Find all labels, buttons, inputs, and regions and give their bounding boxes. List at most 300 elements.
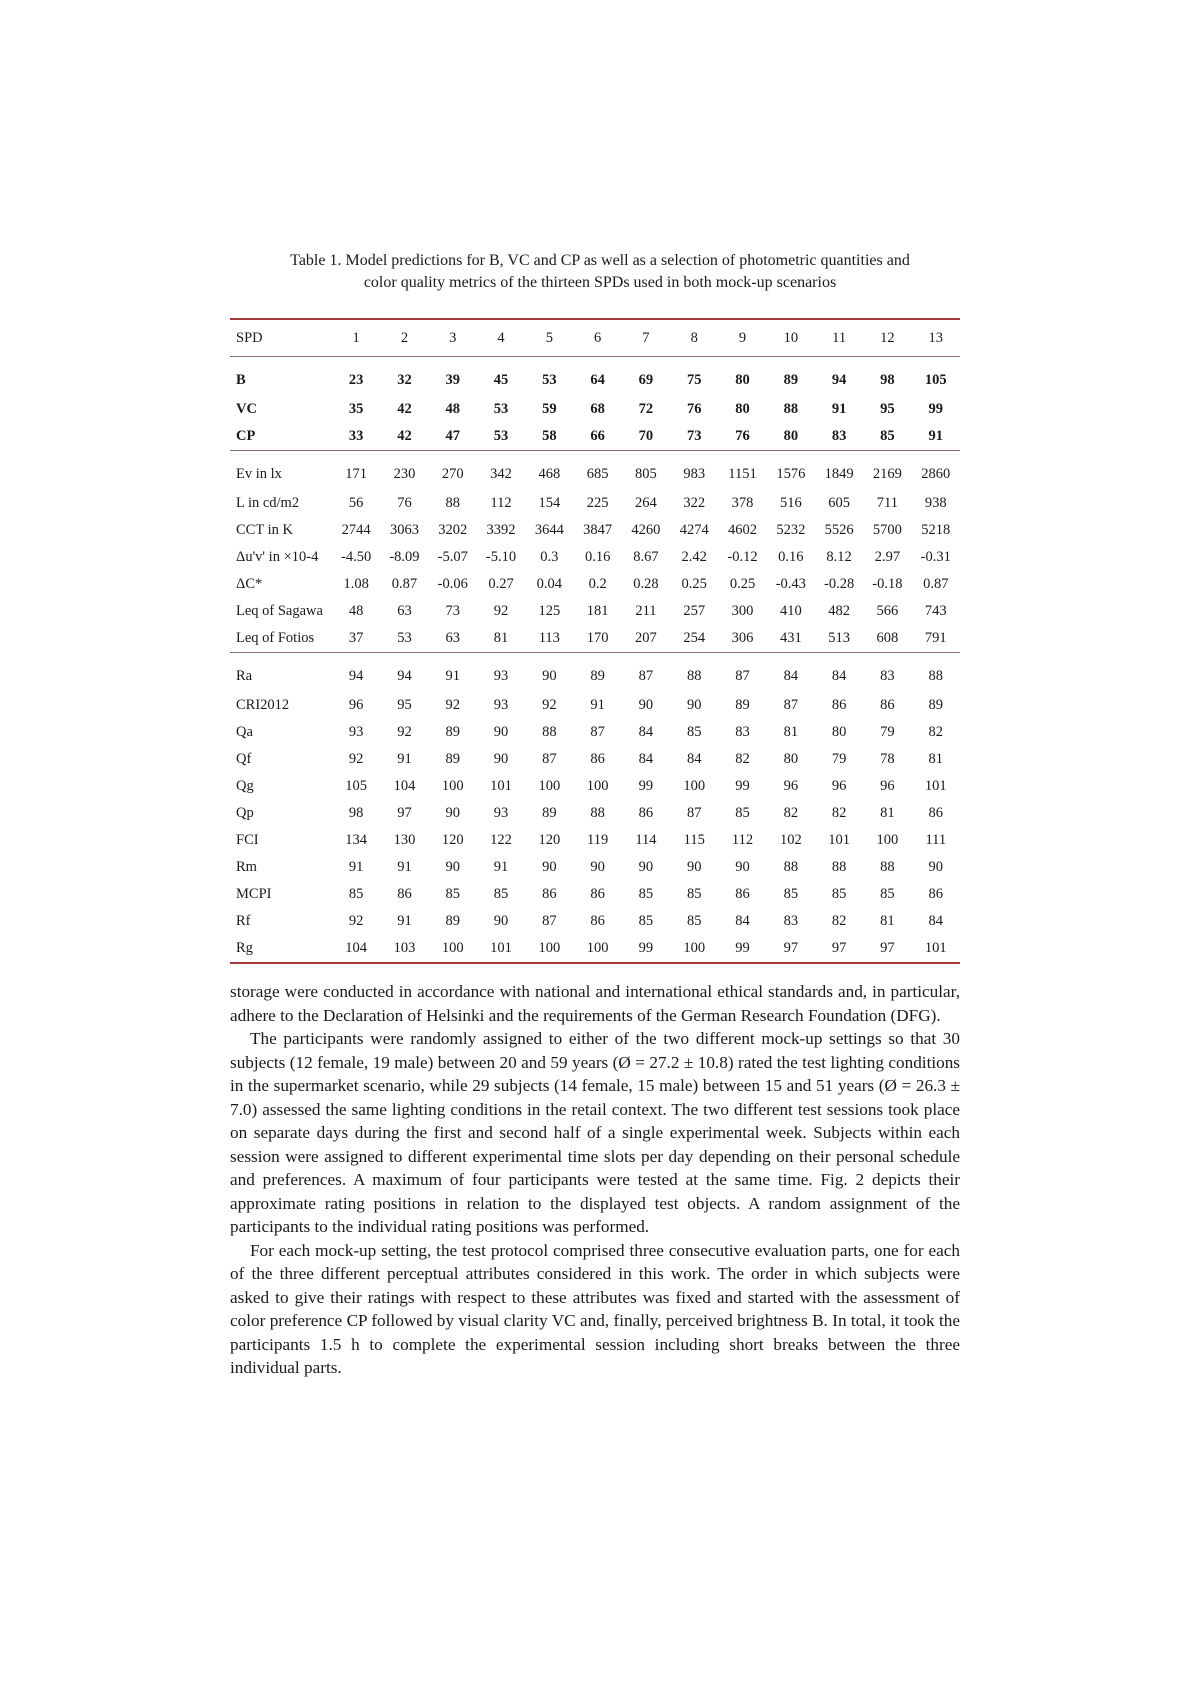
table-cell: 100	[525, 935, 573, 963]
table-cell: -0.18	[872, 576, 903, 592]
table-cell: 90	[686, 697, 702, 713]
table-cell: 53	[525, 357, 573, 397]
table-cell: 100	[429, 935, 477, 963]
table-cell: 98	[863, 357, 911, 397]
table-cell: 101	[828, 832, 850, 848]
table-cell: 87	[686, 805, 702, 821]
table-header-row	[230, 319, 960, 357]
table-cell: 86	[831, 697, 847, 713]
table-cell: 112	[490, 495, 512, 511]
table-cell: 170	[586, 630, 609, 646]
table-cell: 94	[380, 653, 428, 693]
table-cell: 86	[542, 886, 557, 902]
table-cell: -4.50	[341, 549, 372, 565]
table-cell: 83	[831, 428, 847, 444]
table-cell: 88	[783, 401, 799, 417]
table-cell: 72	[638, 401, 654, 417]
table-cell: 90	[638, 697, 654, 713]
table-row	[230, 544, 960, 571]
table-cell: 264	[635, 495, 657, 511]
table-cell: 101	[912, 935, 960, 963]
metrics-table	[230, 318, 960, 964]
table-cell: 342	[477, 451, 525, 491]
table-cell: 91	[397, 751, 412, 767]
table-cell: 91	[928, 428, 944, 444]
table-cell: 100	[538, 778, 561, 794]
table-cell: 743	[924, 603, 947, 619]
table-cell: 42	[397, 428, 412, 444]
table-cell: 8.12	[826, 549, 852, 565]
table-cell: 99	[735, 778, 750, 794]
table-cell: 64	[573, 357, 621, 397]
table-cell: 91	[831, 401, 847, 417]
table-cell: 85	[445, 886, 460, 902]
table-cell: 566	[876, 603, 899, 619]
table-cell: 80	[718, 357, 766, 397]
table-cell: 791	[924, 630, 947, 646]
table-cell: 92	[542, 697, 557, 713]
row-label: Δu'v' in ×10-4	[236, 549, 319, 565]
table-cell: 92	[493, 603, 509, 619]
table-cell: 86	[590, 886, 605, 902]
table-cell: 101	[477, 935, 525, 963]
table-cell: 90	[735, 859, 750, 875]
table-cell: 85	[686, 724, 702, 740]
table-cell: 1151	[718, 451, 766, 491]
table-caption	[280, 250, 920, 294]
table-cell: 8.67	[633, 549, 659, 565]
table-cell: 32	[380, 357, 428, 397]
table-cell: 73	[445, 603, 460, 619]
table-cell: 88	[880, 859, 895, 875]
table-cell: 99	[622, 935, 670, 963]
table-cell: 120	[441, 832, 464, 848]
row-label: VC	[236, 401, 257, 417]
table-cell: 111	[925, 832, 947, 848]
row-label: Rm	[236, 859, 257, 875]
table-cell: 86	[928, 886, 944, 902]
paragraph: For each mock-up setting, the test protocol comprised three consecutive evaluation parts, one for each of the three different perceptual attributes considered in this work. The order in which subjects were asked to give their ratings with respect to these attributes was fixed and started with the assessment of color preference CP followed by visual clarity VC and, finally, perceived brightness B. In total, it took the participants 1.5 h to complete the experimental session including short breaks between the three individual parts.	[230, 1240, 960, 1377]
table-cell: 89	[928, 697, 944, 713]
table-cell: -0.12	[727, 549, 758, 565]
row-label: Leq of Sagawa	[236, 603, 323, 619]
table-row	[230, 653, 960, 693]
table-cell: 5700	[872, 522, 902, 538]
table-cell: 91	[493, 859, 509, 875]
table-cell: 86	[638, 805, 654, 821]
table-cell: 96	[783, 778, 799, 794]
table-cell: 92	[348, 751, 364, 767]
table-cell: 45	[477, 357, 525, 397]
table-cell: 82	[928, 724, 944, 740]
table-cell: 90	[928, 859, 944, 875]
table-cell: 82	[831, 913, 847, 929]
table-cell: 0.87	[923, 576, 949, 592]
table-cell: 100	[441, 778, 464, 794]
table-row	[230, 827, 960, 854]
table-cell: 89	[735, 697, 750, 713]
table-cell: -5.07	[437, 549, 468, 565]
row-label: B	[230, 357, 332, 397]
row-label: CRI2012	[236, 697, 290, 713]
table-cell: 89	[573, 653, 621, 693]
table-cell: 63	[397, 603, 412, 619]
table-cell: 58	[542, 428, 557, 444]
table-cell: 2860	[912, 451, 960, 491]
table-cell: 90	[493, 913, 509, 929]
table-cell: 85	[493, 886, 509, 902]
table-cell: -8.09	[389, 549, 420, 565]
table-cell: 90	[525, 653, 573, 693]
table-cell: 79	[831, 751, 847, 767]
table-cell: 0.16	[584, 549, 611, 565]
header-cell: 1	[332, 319, 380, 357]
table-row	[230, 396, 960, 423]
table-cell: 115	[683, 832, 705, 848]
table-row	[230, 881, 960, 908]
paragraph: storage were conducted in accordance with national and international ethical standards and, in particular, adhere to the Declaration of Helsinki and the requirements of the German Research Foundation (DFG).	[230, 982, 960, 1025]
table-cell: 76	[735, 428, 750, 444]
table-cell: 92	[445, 697, 460, 713]
table-caption-label: Table 1.	[290, 252, 342, 269]
row-label: Qf	[236, 751, 252, 767]
table-cell: 270	[429, 451, 477, 491]
table-cell: -0.43	[775, 576, 806, 592]
table-cell: 82	[735, 751, 750, 767]
table-cell: 80	[735, 401, 750, 417]
table-cell: 230	[380, 451, 428, 491]
table-row	[230, 854, 960, 881]
header-cell: 2	[380, 319, 428, 357]
table-cell: 0.16	[778, 549, 804, 565]
table-cell: 211	[635, 603, 657, 619]
row-label: Ev in lx	[230, 451, 332, 491]
table-cell: 300	[731, 603, 754, 619]
table-cell: 102	[779, 832, 802, 848]
table-cell: 86	[880, 697, 895, 713]
table-cell: 105	[345, 778, 368, 794]
row-label: Rf	[236, 913, 251, 929]
table-cell: 37	[348, 630, 364, 646]
table-cell: 101	[924, 778, 947, 794]
header-cell: 13	[912, 319, 960, 357]
table-cell: 120	[538, 832, 561, 848]
table-cell: 0.2	[588, 576, 607, 592]
table-cell: 97	[863, 935, 911, 963]
table-cell: 2169	[863, 451, 911, 491]
table-cell: 983	[670, 451, 718, 491]
table-cell: 95	[880, 401, 895, 417]
table-cell: 516	[779, 495, 802, 511]
table-row	[230, 719, 960, 746]
table-cell: 0.87	[391, 576, 418, 592]
table-caption-text: Model predictions for B, VC and CP as well as a selection of photometric quantities and color quality metrics of the thirteen SPDs used in both mock-up scenarios	[345, 252, 910, 291]
table-cell: 91	[348, 859, 364, 875]
table-cell: 92	[397, 724, 412, 740]
table-cell: 99	[718, 935, 766, 963]
table-cell: 181	[586, 603, 609, 619]
table-cell: 75	[670, 357, 718, 397]
table-row	[230, 625, 960, 653]
table-cell: 93	[493, 805, 509, 821]
table-cell: 88	[590, 805, 605, 821]
table-cell: 0.27	[488, 576, 514, 592]
table-cell: 4602	[728, 522, 758, 538]
table-cell: 5218	[921, 522, 951, 538]
table-cell: 5526	[824, 522, 854, 538]
row-label: CP	[236, 428, 256, 444]
header-cell: 4	[477, 319, 525, 357]
table-cell: 84	[686, 751, 702, 767]
header-cell: 5	[525, 319, 573, 357]
table-row	[230, 571, 960, 598]
row-label: Leq of Fotios	[236, 630, 315, 646]
table-cell: 685	[573, 451, 621, 491]
table-cell: 89	[767, 357, 815, 397]
table-cell: 48	[348, 603, 364, 619]
table-cell: 42	[397, 401, 412, 417]
table-cell: 85	[783, 886, 799, 902]
table-cell: 134	[345, 832, 368, 848]
table-cell: 104	[393, 778, 416, 794]
table-cell: 59	[542, 401, 557, 417]
table-cell: 100	[876, 832, 899, 848]
table-cell: -0.28	[824, 576, 855, 592]
table-cell: 85	[735, 805, 750, 821]
table-cell: 84	[638, 724, 654, 740]
table-cell: 63	[445, 630, 460, 646]
table-cell: 4274	[679, 522, 709, 538]
table-cell: 938	[924, 495, 947, 511]
table-cell: 0.25	[729, 576, 756, 592]
table-cell: 207	[635, 630, 657, 646]
table-cell: 100	[670, 935, 718, 963]
table-cell: 39	[429, 357, 477, 397]
table-cell: 90	[493, 724, 509, 740]
table-cell: 85	[638, 913, 654, 929]
table-cell: 23	[332, 357, 380, 397]
table-cell: 83	[863, 653, 911, 693]
table-cell: 84	[735, 913, 750, 929]
paragraph: The participants were randomly assigned to either of the two different mock-up settings so that 30 subjects (12 female, 19 male) between 20 and 59 years (Ø = 27.2 ± 10.8) rated the test lighting conditions in the supermarket scenario, while 29 subjects (14 female, 15 male) between 15 and 51 years (Ø = 26.3 ± 7.0) assessed the same lighting conditions in the retail context. The two different test sessions took place on separate days during the first and second half of a single experimental week. Subjects within each session were assigned to different experimental time slots per day depending on their personal schedule and preferences. A maximum of four participants were tested at the same time. Fig. 2 depicts their approximate rating positions in relation to the displayed test objects. A random assignment of the participants to the individual rating positions was performed.	[230, 1029, 960, 1236]
table-cell: 104	[332, 935, 380, 963]
table-cell: 80	[783, 751, 799, 767]
table-cell: 93	[348, 724, 364, 740]
table-cell: 88	[670, 653, 718, 693]
table-cell: 87	[718, 653, 766, 693]
table-cell: 91	[590, 697, 605, 713]
table-cell: 87	[542, 913, 557, 929]
table-cell: 431	[779, 630, 802, 646]
table-cell: 482	[828, 603, 850, 619]
table-cell: 85	[880, 428, 895, 444]
table-row	[230, 451, 960, 491]
table-cell: 87	[783, 697, 799, 713]
table-cell: 88	[831, 859, 847, 875]
table-cell: 711	[876, 495, 899, 511]
table-cell: 322	[683, 495, 706, 511]
table-cell: 68	[590, 401, 605, 417]
table-cell: 90	[686, 859, 702, 875]
table-cell: 84	[767, 653, 815, 693]
table-cell: 90	[445, 859, 460, 875]
table-cell: 76	[397, 495, 412, 511]
table-cell: 130	[393, 832, 416, 848]
table-row	[230, 773, 960, 800]
row-label: FCI	[236, 832, 259, 848]
table-cell: 86	[928, 805, 944, 821]
table-cell: 82	[831, 805, 847, 821]
header-cell: 3	[429, 319, 477, 357]
table-cell: 89	[445, 724, 460, 740]
table-cell: 125	[538, 603, 561, 619]
table-cell: 99	[928, 401, 944, 417]
table-cell: 84	[928, 913, 944, 929]
table-cell: 86	[590, 913, 605, 929]
row-label: Qg	[236, 778, 254, 794]
table-cell: 114	[635, 832, 657, 848]
table-row	[230, 517, 960, 544]
table-cell: 2744	[341, 522, 371, 538]
table-cell: 90	[542, 859, 557, 875]
table-cell: 96	[880, 778, 895, 794]
table-cell: 0.3	[540, 549, 559, 565]
table-cell: -0.06	[437, 576, 468, 592]
table-cell: 94	[332, 653, 380, 693]
table-row	[230, 800, 960, 827]
table-cell: 80	[831, 724, 847, 740]
table-cell: 105	[912, 357, 960, 397]
table-cell: 85	[831, 886, 847, 902]
table-cell: 85	[686, 913, 702, 929]
table-cell: 3847	[583, 522, 613, 538]
table-cell: 97	[815, 935, 863, 963]
header-cell: 11	[815, 319, 863, 357]
table-cell: 0.28	[633, 576, 659, 592]
table-cell: 73	[686, 428, 702, 444]
table-cell: 95	[397, 697, 412, 713]
table-cell: 83	[735, 724, 750, 740]
table-cell: 88	[542, 724, 557, 740]
table-cell: 84	[638, 751, 654, 767]
table-cell: 96	[831, 778, 847, 794]
table-row	[230, 490, 960, 517]
table-cell: 86	[397, 886, 412, 902]
table-cell: 81	[880, 805, 895, 821]
table-cell: 154	[538, 495, 561, 511]
table-cell: 85	[638, 886, 654, 902]
table-cell: 85	[686, 886, 702, 902]
table-row	[230, 357, 960, 397]
row-label: Qa	[236, 724, 253, 740]
table-cell: 86	[735, 886, 750, 902]
table-cell: 81	[783, 724, 799, 740]
table-cell: 0.25	[681, 576, 707, 592]
table-cell: 3644	[534, 522, 564, 538]
table-cell: 91	[397, 859, 412, 875]
table-cell: 98	[348, 805, 364, 821]
table-cell: 97	[767, 935, 815, 963]
header-cell-label: SPD	[230, 319, 332, 357]
table-cell: 86	[590, 751, 605, 767]
table-cell: 90	[638, 859, 654, 875]
table-cell: 100	[573, 935, 621, 963]
table-cell: 66	[590, 428, 605, 444]
table-cell: 3202	[438, 522, 468, 538]
row-label: MCPI	[236, 886, 272, 902]
table-cell: 48	[445, 401, 460, 417]
table-cell: -0.31	[920, 549, 951, 565]
table-cell: 96	[348, 697, 364, 713]
table-cell: 85	[880, 886, 895, 902]
table-cell: 1576	[767, 451, 815, 491]
table-cell: 94	[815, 357, 863, 397]
table-cell: 608	[876, 630, 899, 646]
table-cell: 3392	[486, 522, 516, 538]
table-cell: 82	[783, 805, 799, 821]
table-cell: 93	[493, 697, 509, 713]
table-cell: 119	[587, 832, 609, 848]
table-cell: 99	[638, 778, 654, 794]
table-cell: 1849	[815, 451, 863, 491]
body-text	[230, 980, 960, 1380]
table-row	[230, 692, 960, 719]
table-cell: 81	[493, 630, 509, 646]
header-cell: 10	[767, 319, 815, 357]
table-cell: 306	[731, 630, 754, 646]
table-cell: 605	[828, 495, 850, 511]
table-cell: 254	[683, 630, 706, 646]
table-row	[230, 935, 960, 963]
table-cell: 35	[348, 401, 364, 417]
table-cell: 4260	[631, 522, 661, 538]
table-cell: 103	[380, 935, 428, 963]
table-cell: 88	[912, 653, 960, 693]
table-cell: 88	[445, 495, 460, 511]
table-row	[230, 746, 960, 773]
row-label: CCT in K	[236, 522, 293, 538]
table-cell: 85	[348, 886, 364, 902]
table-cell: 97	[397, 805, 412, 821]
table-cell: 76	[686, 401, 702, 417]
data-table	[230, 318, 960, 964]
table-cell: 468	[525, 451, 573, 491]
table-row	[230, 908, 960, 935]
table-cell: 1.08	[343, 576, 369, 592]
table-cell: 88	[783, 859, 799, 875]
table-cell: 171	[332, 451, 380, 491]
row-label: Qp	[236, 805, 254, 821]
table-cell: 69	[622, 357, 670, 397]
table-cell: 101	[490, 778, 512, 794]
table-cell: 92	[348, 913, 364, 929]
table-cell: 53	[397, 630, 412, 646]
table-cell: 79	[880, 724, 895, 740]
table-cell: 84	[815, 653, 863, 693]
table-cell: 56	[348, 495, 364, 511]
table-cell: 87	[542, 751, 557, 767]
table-cell: 53	[493, 428, 509, 444]
table-cell: 89	[445, 751, 460, 767]
table-cell: 81	[928, 751, 944, 767]
table-cell: 100	[683, 778, 706, 794]
table-cell: 89	[445, 913, 460, 929]
table-cell: 0.04	[536, 576, 563, 592]
table-cell: 91	[397, 913, 412, 929]
table-cell: 70	[638, 428, 654, 444]
table-cell: -5.10	[485, 549, 517, 565]
row-label: ΔC*	[236, 576, 263, 592]
